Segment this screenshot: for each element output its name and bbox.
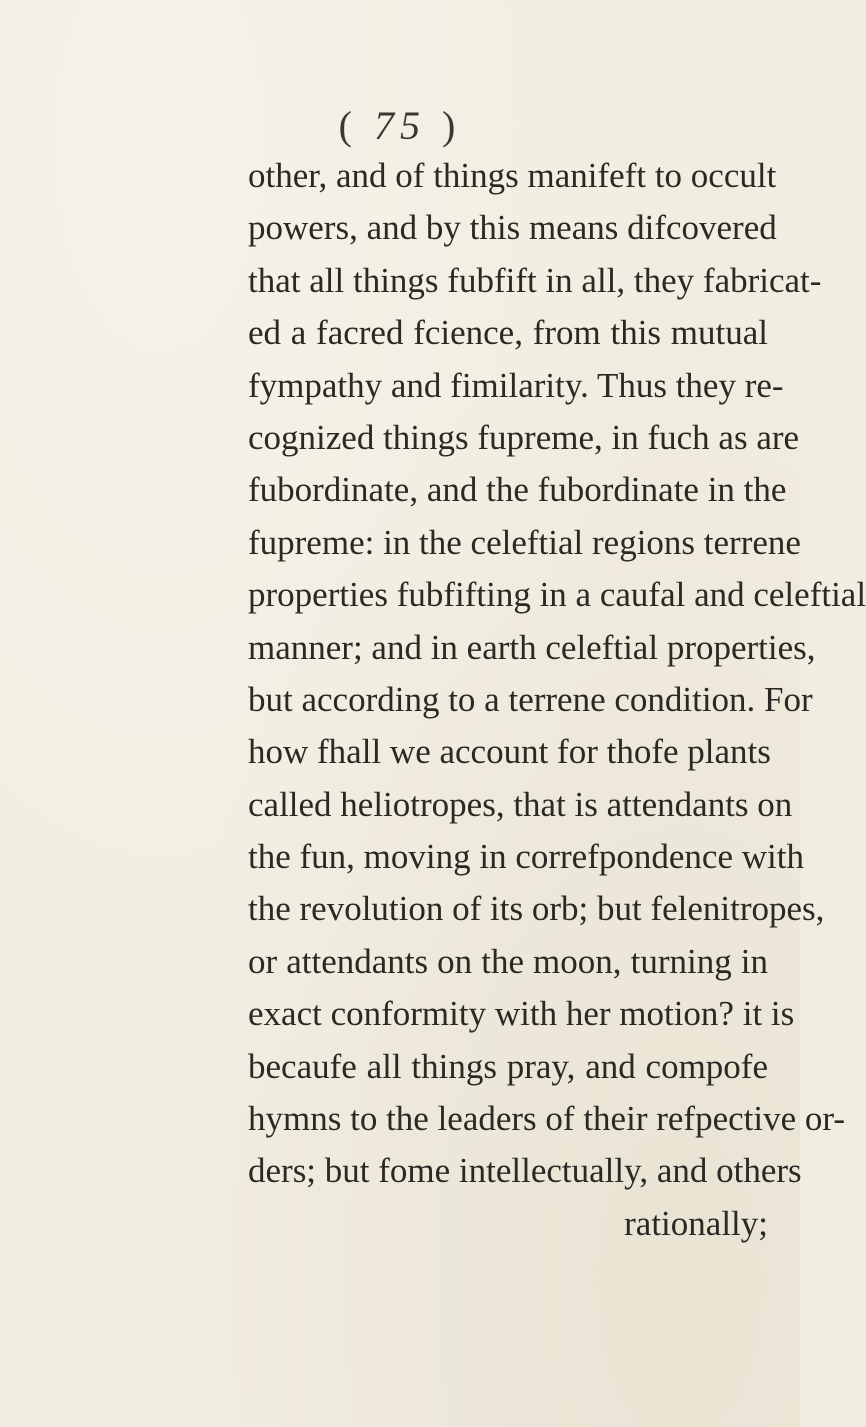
text-line: fympathy and fimilarity. Thus they re- — [248, 365, 784, 405]
text-line: fupreme: in the celeftial regions terrene — [248, 522, 801, 562]
text-line: fubordinate, and the fubordinate in the — [248, 470, 787, 510]
text-line: but according to a terrene condition. For — [248, 679, 813, 719]
text-line: how fhall we account for thofe plants — [248, 732, 771, 772]
text-line: or attendants on the moon, turning in — [248, 941, 768, 981]
text-line: ed a facred fcience, from this mutual — [248, 313, 768, 353]
text-line: called heliotropes, that is attendants on — [248, 784, 793, 824]
page-number — [0, 102, 800, 149]
text-line: other, and of things manifeft to occult — [248, 156, 777, 195]
body-text — [248, 150, 866, 1250]
page-number-value: 75 — [374, 103, 426, 148]
text-line: manner; and in earth celeftial properties, — [248, 627, 816, 667]
text-line: cognized things fupreme, in fuch as are — [248, 417, 800, 457]
text-line: hymns to the leaders of their refpective or- — [248, 1099, 845, 1139]
text-line: ders; but fome intellectually, and others — [248, 1151, 802, 1191]
text-line: the revolution of its orb; but felenitropes, — [248, 889, 825, 929]
text-line: becaufe all things pray, and compofe — [248, 1046, 768, 1086]
page-number-open-paren: ( — [338, 103, 358, 148]
text-line: exact conformity with her motion? it is — [248, 994, 795, 1034]
text-line: properties fubfifting in a caufal and celeftial — [248, 575, 866, 615]
text-line: the fun, moving in correfpondence with — [248, 837, 804, 877]
page-number-close-paren: ) — [442, 103, 462, 148]
text-line: powers, and by this means difcovered — [248, 208, 777, 248]
text-line: that all things fubfift in all, they fabricat- — [248, 260, 822, 300]
text-line-last: rationally; — [624, 1203, 768, 1243]
